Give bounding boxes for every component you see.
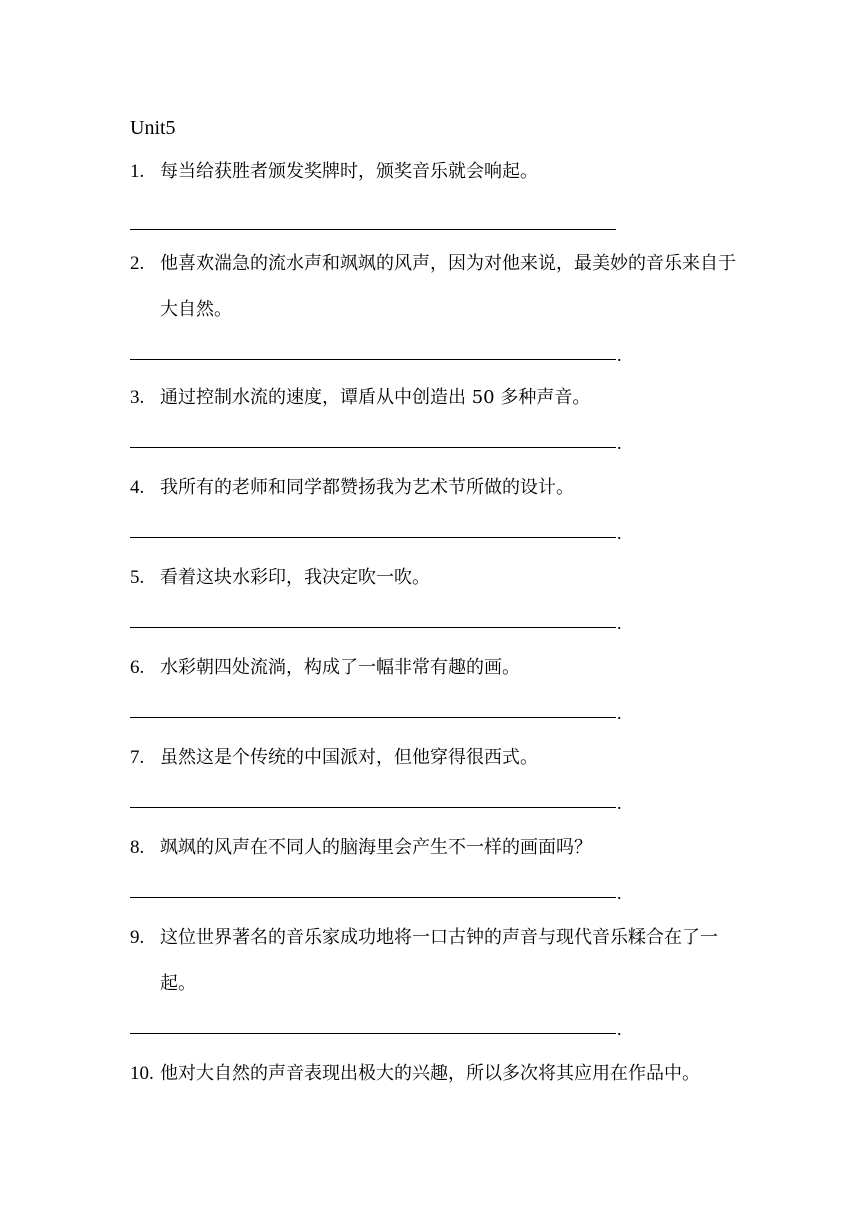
question-number: 2. — [130, 253, 145, 274]
answer-period: . — [617, 433, 622, 453]
answer-line-8[interactable] — [130, 882, 622, 902]
question-text: 飒飒的风声在不同人的脑海里会产生不一样的画面吗？ — [160, 837, 592, 858]
question-number: 10. — [130, 1063, 154, 1084]
answer-period: . — [617, 523, 622, 543]
answer-period: . — [617, 793, 622, 813]
answer-period: . — [617, 1019, 622, 1039]
answer-blank[interactable] — [130, 702, 616, 718]
answer-blank[interactable] — [130, 882, 616, 898]
answer-blank[interactable] — [130, 792, 616, 808]
question-number: 9. — [130, 927, 145, 948]
unit-title: Unit5 — [130, 117, 176, 139]
question-text: 这位世界著名的音乐家成功地将一口古钟的声音与现代音乐糅合在了一起。 — [160, 927, 718, 994]
answer-line-4[interactable] — [130, 522, 622, 542]
question-text: 虽然这是个传统的中国派对，但他穿得很西式。 — [160, 747, 538, 768]
answer-period: . — [617, 883, 622, 903]
question-text: 每当给获胜者颁发奖牌时，颁奖音乐就会响起。 — [160, 161, 538, 182]
answer-blank[interactable] — [130, 612, 616, 628]
question-number: 6. — [130, 657, 145, 678]
question-text: 看着这块水彩印，我决定吹一吹。 — [160, 567, 430, 588]
question-number: 3. — [130, 387, 145, 408]
answer-line-9[interactable] — [130, 1018, 622, 1038]
answer-period: . — [617, 613, 622, 633]
answer-period: . — [617, 703, 622, 723]
question-text: 他对大自然的声音表现出极大的兴趣，所以多次将其应用在作品中。 — [160, 1063, 700, 1084]
question-number: 8. — [130, 837, 145, 858]
question-number: 7. — [130, 747, 145, 768]
question-text: 他喜欢湍急的流水声和飒飒的风声，因为对他来说，最美妙的音乐来自于大自然。 — [160, 253, 736, 320]
question-number: 1. — [130, 161, 145, 182]
answer-line-6[interactable] — [130, 702, 622, 722]
answer-line-5[interactable] — [130, 612, 622, 632]
question-number: 4. — [130, 477, 145, 498]
answer-blank[interactable] — [130, 1018, 616, 1034]
answer-blank[interactable] — [130, 522, 616, 538]
answer-period: . — [617, 345, 622, 365]
answer-blank[interactable] — [130, 432, 616, 448]
question-text: 通过控制水流的速度，谭盾从中创造出 50 多种声音。 — [160, 387, 591, 408]
answer-line-1[interactable] — [130, 214, 617, 234]
answer-line-7[interactable] — [130, 792, 622, 812]
answer-blank[interactable] — [130, 214, 616, 230]
question-text: 水彩朝四处流淌，构成了一幅非常有趣的画。 — [160, 657, 520, 678]
question-number: 5. — [130, 567, 145, 588]
answer-line-2[interactable] — [130, 344, 622, 364]
answer-blank[interactable] — [130, 344, 616, 360]
answer-line-3[interactable] — [130, 432, 622, 452]
question-text: 我所有的老师和同学都赞扬我为艺术节所做的设计。 — [160, 477, 574, 498]
